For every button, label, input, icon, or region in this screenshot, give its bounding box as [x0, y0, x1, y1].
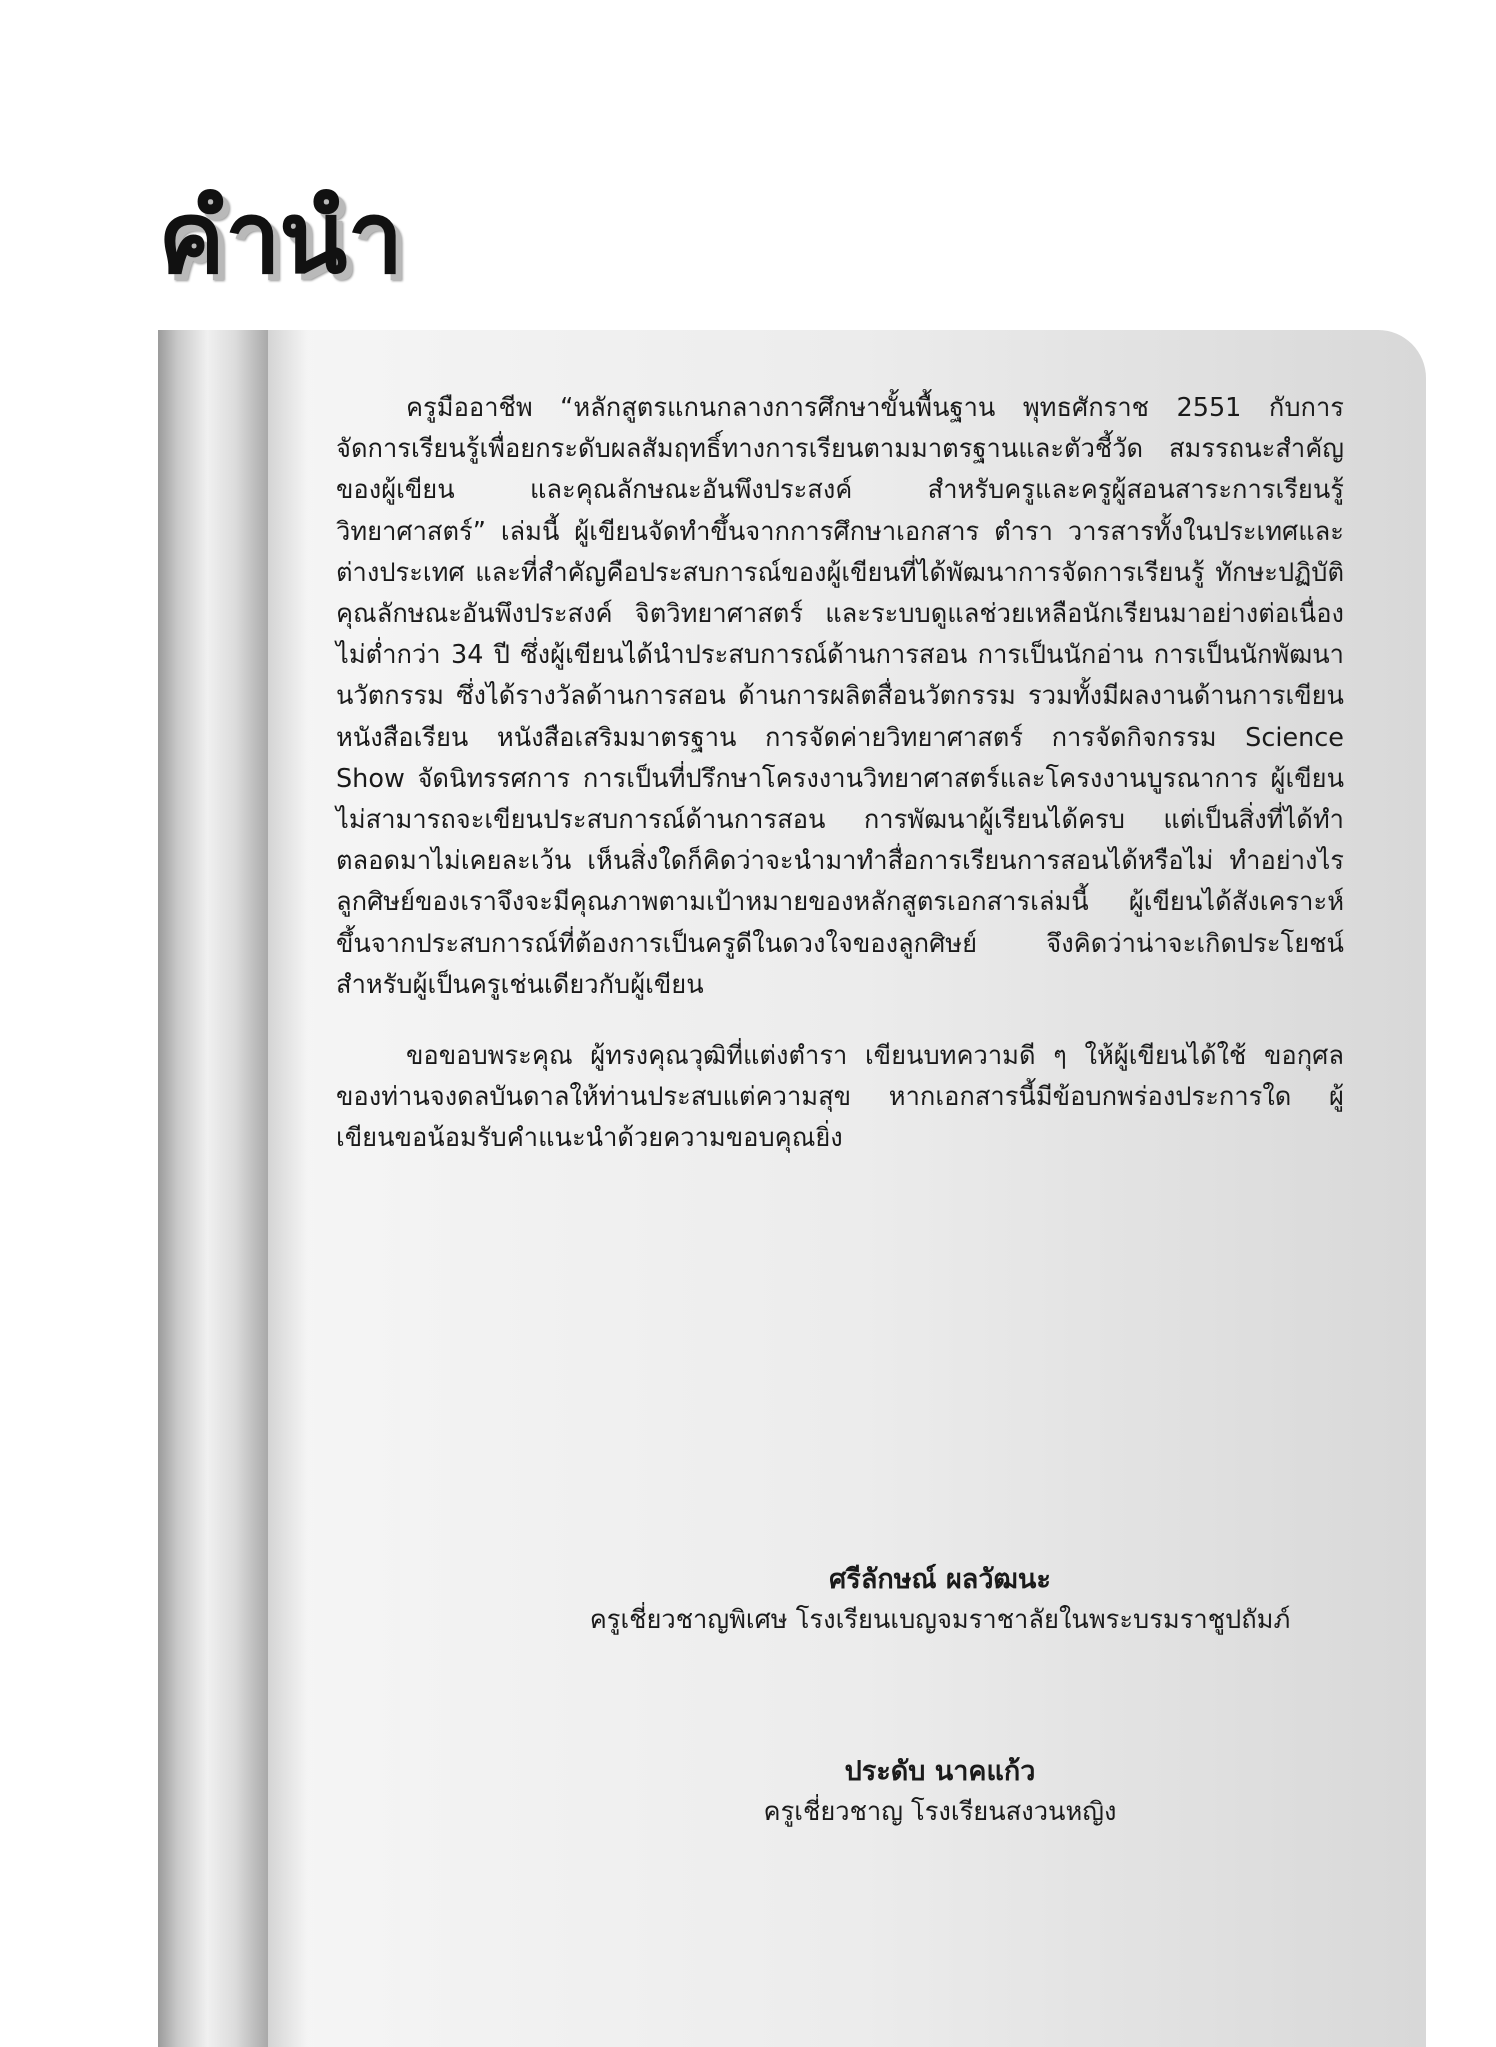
signature-block-1: [540, 1560, 1340, 1640]
signature-title: ครูเชี่ยวชาญ โรงเรียนสงวนหญิง: [763, 1797, 1117, 1827]
panel-shadow-decoration: [268, 330, 308, 2047]
signature-title: ครูเชี่ยวชาญพิเศษ โรงเรียนเบญจมราชาลัยในพระบรมราชูปถัมภ์: [589, 1605, 1291, 1635]
signature-block-2: [540, 1752, 1340, 1832]
page-title: คำนำ: [158, 179, 402, 296]
panel-spine-decoration: [158, 330, 268, 2047]
signature-name: ศรีลักษณ์ ผลวัฒนะ: [829, 1564, 1051, 1595]
preface-body: [336, 388, 1344, 1190]
signature-name: ประดับ นาคแก้ว: [844, 1756, 1036, 1787]
paragraph-1: ครูมืออาชีพ “หลักสูตรแกนกลางการศึกษาขั้นพื้นฐาน พุทธศักราช 2551 กับการจัดการเรียนรู้เพื่อยกระดับผลสัมฤทธิ์ทางการเรียนตามมาตรฐานและตัวชี้วัด สมรรถนะสำคัญของผู้เขียน และคุณลักษณะอันพึงประสงค์ สำหรับครูและครูผู้สอนสาระการเรียนรู้วิทยาศาสตร์” เล่มนี้ ผู้เขียนจัดทำขึ้นจากการศึกษาเอกสาร ตำรา วารสารทั้งในประเทศและต่างประเทศ และที่สำคัญคือประสบการณ์ของผู้เขียนที่ได้พัฒนาการจัดการเรียนรู้ ทักษะปฏิบัติ คุณลักษณะอันพึงประสงค์ จิตวิทยาศาสตร์ และระบบดูแลช่วยเหลือนักเรียนมาอย่างต่อเนื่องไม่ต่ำกว่า 34 ปี ซึ่งผู้เขียนได้นำประสบการณ์ด้านการสอน การเป็นนักอ่าน การเป็นนักพัฒนานวัตกรรม ซึ่งได้รางวัลด้านการสอน ด้านการผลิตสื่อนวัตกรรม รวมทั้งมีผลงานด้านการเขียนหนังสือเรียน หนังสือเสริมมาตรฐาน การจัดค่ายวิทยาศาสตร์ การจัดกิจกรรม Science Show จัดนิทรรศการ การเป็นที่ปรึกษาโครงงานวิทยาศาสตร์และโครงงานบูรณาการ ผู้เขียนไม่สามารถจะเขียนประสบการณ์ด้านการสอน การพัฒนาผู้เรียนได้ครบ แต่เป็นสิ่งที่ได้ทำตลอดมาไม่เคยละเว้น เห็นสิ่งใดก็คิดว่าจะนำมาทำสื่อการเรียนการสอนได้หรือไม่ ทำอย่างไรลูกศิษย์ของเราจึงจะมีคุณภาพตามเป้าหมายของหลักสูตรเอกสารเล่มนี้ ผู้เขียนได้สังเคราะห์ขึ้นจากประสบการณ์ที่ต้องการเป็นครูดีในดวงใจของลูกศิษย์ จึงคิดว่าน่าจะเกิดประโยชน์สำหรับผู้เป็นครูเช่นเดียวกับผู้เขียน: [336, 393, 1344, 1000]
paragraph-2: ขอขอบพระคุณ ผู้ทรงคุณวุฒิที่แต่งตำรา เขียนบทความดี ๆ ให้ผู้เขียนได้ใช้ ขอกุศลของท่านจงดลบันดาลให้ท่านประสบแต่ความสุข หากเอกสารนี้มีข้อบกพร่องประการใด ผู้เขียนขอน้อมรับคำแนะนำด้วยความขอบคุณยิ่ง: [336, 1041, 1344, 1154]
